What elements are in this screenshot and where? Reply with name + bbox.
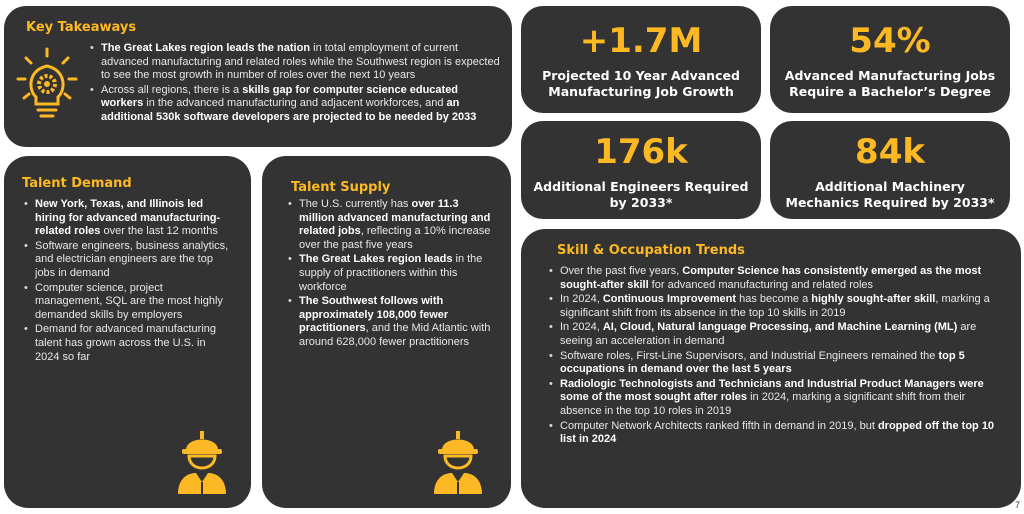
stat-card-job-growth xyxy=(521,6,761,113)
list-item: • Demand for advanced manufacturing talent has grown across the U.S. in 2024 so far xyxy=(24,323,232,364)
skill-trends-title: Skill & Occupation Trends xyxy=(557,243,745,258)
list-item: • Across all regions, there is a skills gap for computer science educated workers in the advanced manufacturing and adjacent workforces, and an additional 530k software developers are projected to be needed by 2033 xyxy=(90,84,500,125)
talent-demand-list xyxy=(24,198,232,365)
stat-label: Projected 10 Year Advanced Manufacturing Job Growth xyxy=(542,68,740,99)
talent-demand-panel xyxy=(4,156,251,508)
stat-card-mechanics xyxy=(770,121,1010,219)
key-takeaways-list xyxy=(90,42,500,126)
list-item: • New York, Texas, and Illinois led hiring for advanced manufacturing-related roles over the last 12 months xyxy=(24,198,232,239)
lightbulb-gear-icon xyxy=(16,46,78,120)
talent-supply-title: Talent Supply xyxy=(291,180,391,195)
page-number: 7 xyxy=(1014,500,1020,510)
list-item: • Computer Network Architects ranked fifth in demand in 2019, but dropped off the top 10 list in 2024 xyxy=(549,420,999,447)
stat-card-bachelors xyxy=(770,6,1010,113)
talent-demand-title: Talent Demand xyxy=(22,176,132,191)
list-item: • The Southwest follows with approximately 108,000 fewer practitioners, and the Mid Atlantic with around 628,000 fewer practitioners xyxy=(288,295,493,349)
list-item: • Software roles, First-Line Supervisors, and Industrial Engineers remained the top 5 occupations in demand over the last 5 years xyxy=(549,350,999,377)
skill-trends-list xyxy=(549,265,999,448)
list-item: • The Great Lakes region leads in the supply of practitioners within this workforce xyxy=(288,253,493,294)
stat-value: 54% xyxy=(849,21,931,61)
stat-value: 176k xyxy=(594,132,688,172)
stat-card-engineers xyxy=(521,121,761,219)
key-takeaways-title: Key Takeaways xyxy=(26,20,137,35)
list-item: • Software engineers, business analytics, and electrician engineers are the top jobs in demand xyxy=(24,240,232,281)
list-item: • In 2024, AI, Cloud, Natural language Processing, and Machine Learning (ML) are seeing an acceleration in demand xyxy=(549,321,999,348)
talent-supply-list xyxy=(288,198,493,351)
stat-label: Additional Machinery Mechanics Required by 2033* xyxy=(785,179,995,210)
skill-trends-panel xyxy=(521,229,1021,508)
talent-supply-panel xyxy=(262,156,511,508)
stat-value: +1.7M xyxy=(579,21,703,61)
list-item: • Computer science, project management, SQL are the most highly demanded skills by employers xyxy=(24,282,232,323)
list-item: • The Great Lakes region leads the nation in total employment of current advanced manufacturing and related roles while the Southwest region is expected to see the most growth in number of roles over the next 10 years xyxy=(90,42,500,83)
list-item: • The U.S. currently has over 11.3 million advanced manufacturing and related jobs, reflecting a 10% increase over the past five years xyxy=(288,198,493,252)
worker-hardhat-icon xyxy=(174,428,230,494)
stat-label: Additional Engineers Required by 2033* xyxy=(533,179,749,210)
worker-hardhat-icon xyxy=(430,428,486,494)
key-takeaways-panel xyxy=(4,6,512,147)
stat-value: 84k xyxy=(855,132,925,172)
list-item: • Radiologic Technologists and Technicians and Industrial Product Managers were some of the most sought after roles in 2024, marking a significant shift from their absence in the top 10 roles in 2019 xyxy=(549,378,999,419)
list-item: • In 2024, Continuous Improvement has become a highly sought-after skill, marking a significant shift from its absence in the top 10 skills in 2019 xyxy=(549,293,999,320)
list-item: • Over the past five years, Computer Science has consistently emerged as the most sought-after skill for advanced manufacturing and related roles xyxy=(549,265,999,292)
stat-label: Advanced Manufacturing Jobs Require a Bachelor’s Degree xyxy=(784,68,996,99)
